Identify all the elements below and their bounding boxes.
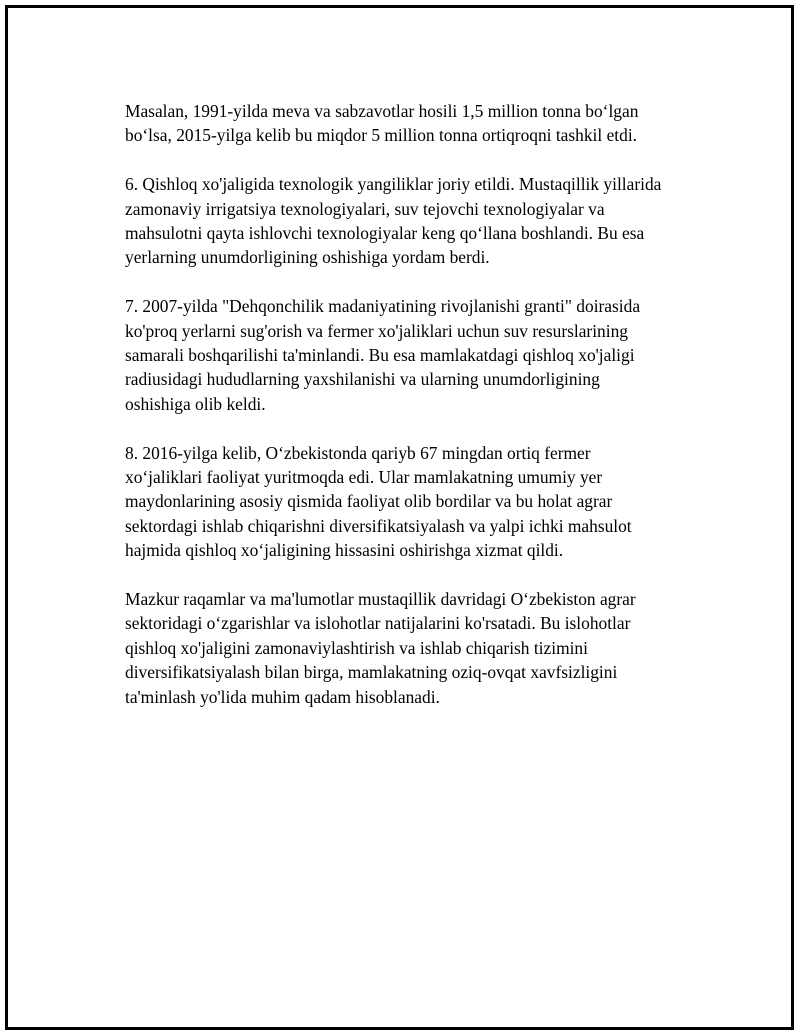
document-body bbox=[125, 99, 725, 733]
paragraph-item-8: 8. 2016-yilga kelib, O‘zbekistonda qariyb 67 mingdan ortiq fermer xo‘jaliklari faoliyat yuritmoqda edi. Ular mamlakatning umumiy yer maydonlarining asosiy qismida faoliyat olib bordilar va bu holat agrar sektordagi ishlab chiqarishni diversifikatsiyalash va yalpi ichki mahsulot hajmida qishloq xo‘jaligining hissasini oshirishga xizmat qildi. bbox=[125, 442, 632, 561]
page-frame bbox=[5, 5, 794, 1030]
paragraph-item-6: 6. Qishloq xo'jaligida texnologik yangiliklar joriy etildi. Mustaqillik yillarida zamonaviy irrigatsiya texnologiyalari, suv tejovchi texnologiyalar va mahsulotni qayta ishlovchi texnologiyalar keng qo‘llana boshlandi. Bu esa yerlarning unumdorligining oshishiga yordam berdi. bbox=[125, 174, 662, 268]
paragraph-intro: Masalan, 1991-yilda meva va sabzavotlar hosili 1,5 million tonna bo‘lgan bo‘lsa, 2015-yilga kelib bu miqdor 5 million tonna ortiqroqni tashkil etdi. bbox=[125, 101, 639, 146]
paragraph-item-7: 7. 2007-yilda "Dehqonchilik madaniyatining rivojlanishi granti" doirasida ko'proq yerlarni sug'orish va fermer xo'jaliklari uchun suv resurslarining samarali boshqarilishi ta'minlandi. Bu esa mamlakatdagi qishloq xo'jaligi radiusidagi hududlarning yaxshilanishi va ularning unumdorligining oshishiga olib keldi. bbox=[125, 296, 641, 414]
paragraph-conclusion: Mazkur raqamlar va ma'lumotlar mustaqillik davridagi O‘zbekiston agrar sektoridagi o‘zgarishlar va islohotlar natijalarini ko'rsatadi. Bu islohotlar qishloq xo'jaligini zamonaviylashtirish va ishlab chiqarish tizimini diversifikatsiyalash bilan birga, mamlakatning oziq-ovqat xavfsizligini ta'minlash yo'lida muhim qadam hisoblanadi. bbox=[125, 589, 636, 707]
